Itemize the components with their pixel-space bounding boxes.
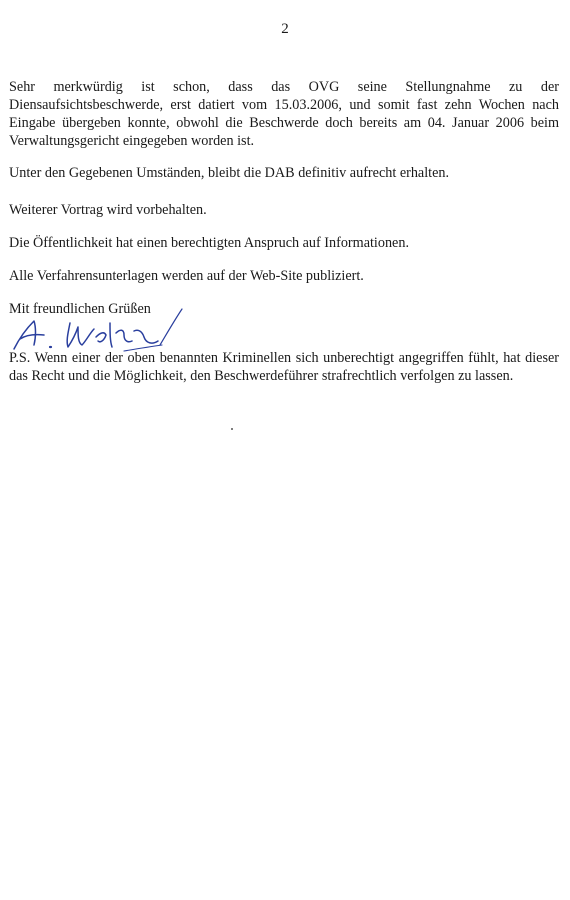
- paragraph-further-submission: Weiterer Vortrag wird vorbehalten.: [9, 202, 207, 218]
- paragraph-dab-upheld: Unter den Gegebenen Umständen, bleibt die DAB definitiv aufrecht erhalten.: [9, 165, 450, 181]
- postscript: P.S. Wenn einer der oben benannten Kriminellen sich unberechtigt angegriffen fühlt, hat dieser das Recht und die Möglichkeit, den Beschwerdeführer strafrechtlich verfolgen zu lassen.: [9, 350, 559, 384]
- scan-speck: [231, 428, 233, 430]
- paragraph-ovg-statement: Sehr merkwürdig ist schon, dass das OVG seine Stellungnahme zu der Diensaufsichtsbeschwerde, erst datiert vom 15.03.2006, und somit fast zehn Wochen nach Eingabe übergeben konnte, obwohl die Beschwerde doch bereits am 04. Januar 2006 beim Verwaltungsgericht eingegeben worden ist.: [9, 79, 559, 149]
- page-number: 2: [281, 21, 289, 37]
- paragraph-website-publication: Alle Verfahrensunterlagen werden auf der Web-Site publiziert.: [9, 268, 364, 284]
- closing-salutation: Mit freundlichen Grüßen: [9, 301, 151, 317]
- signature-strokes: [14, 309, 182, 351]
- paragraph-public-right: Die Öffentlichkeit hat einen berechtigten Anspruch auf Informationen.: [9, 235, 409, 251]
